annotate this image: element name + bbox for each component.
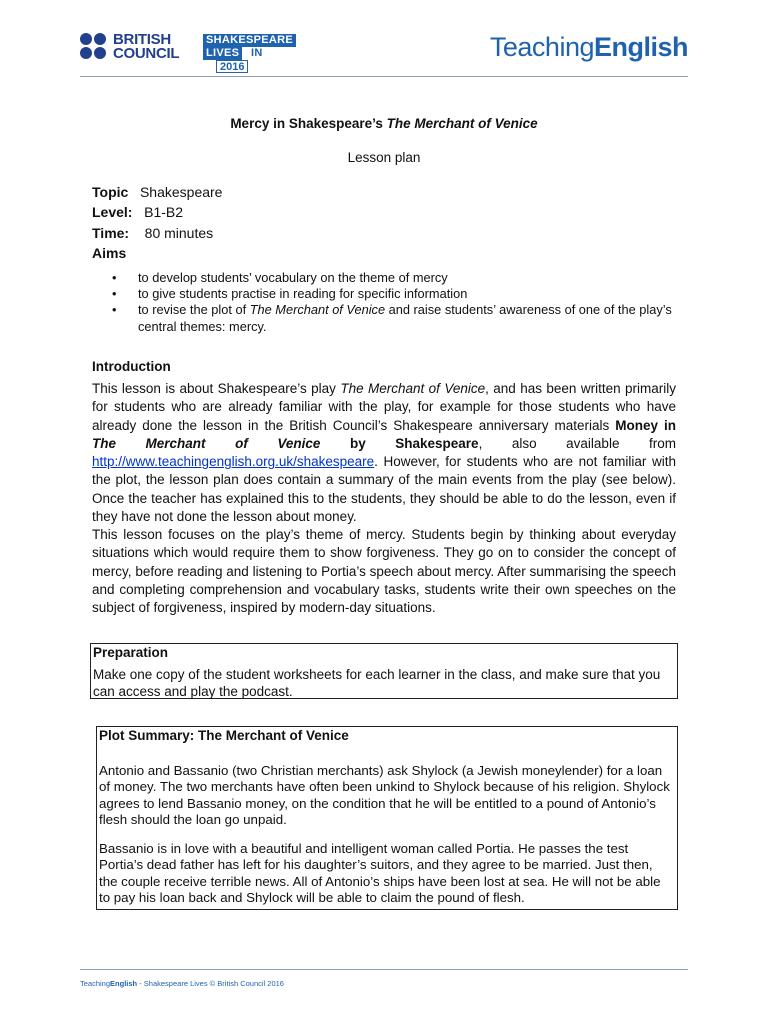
introduction-paragraph-1: This lesson is about Shakespeare’s play The Merchant of Venice, and has been written primarily for students who are already familiar with the play, for example for those students who have already done the lesson in the British Council’s Shakespeare anniversary materials Money in The Merchant of Venice by Shakespeare, also available from http://www.teachingenglish.org.uk/shakespeare. However, for students who are not familiar with the plot, the lesson plan does contain a summary of the main events from the play (see below). Once the teacher has explained this to the students, they should be able to do the lesson, even if they have not done the lesson about money. [92,381,676,525]
introduction-paragraph-2: This lesson focuses on the play’s theme of mercy. Students begin by thinking about everyday situations which would require them to show forgiveness. They go on to consider the concept of mercy, before reading and listening to Portia’s speech about mercy. After summarising the speech and completing comprehension and vocabulary tasks, students write their own speeches on the subject of forgiveness, inspired by modern-day situations. [92,527,676,616]
page-subtitle: Lesson plan [347,150,421,165]
time-row: Time: 80 minutes [92,225,214,241]
teaching-english-logo: TeachingEnglish [489,32,688,62]
list-item: • to develop students’ vocabulary on the theme of mercy [112,270,448,285]
header-rule [80,76,688,77]
plot-summary-paragraph-1: Antonio and Bassanio (two Christian merchants) ask Shylock (a Jewish moneylender) for a loan of money. The two merchants have often been unkind to Shylock because of his religion. Shylock agrees to lend Bassanio money, on the condition that he will be entitled to a pound of Antonio’s flesh should the loan go unpaid. [99,763,670,828]
page-title: Mercy in Shakespeare’s The Merchant of Venice [230,116,538,131]
preparation-heading: Preparation [93,645,169,660]
aims-heading: Aims [92,245,127,261]
list-item: • to revise the plot of The Merchant of Venice and raise students’ awareness of one of the play’s central themes: mercy. [112,302,672,334]
aims-list [112,270,692,335]
british-council-dots-icon [80,33,108,61]
plot-summary-heading: Plot Summary: The Merchant of Venice [99,728,349,743]
introduction-heading: Introduction [92,359,171,374]
footer-text: TeachingEnglish - Shakespeare Lives © British Council 2016 [80,979,284,988]
british-council-logo [80,33,190,65]
level-row: Level: B1-B2 [92,204,184,220]
preparation-text: Make one copy of the student worksheets for each learner in the class, and make sure that you can access and play the podcast. [93,667,661,699]
teachingenglish-link[interactable]: http://www.teachingenglish.org.uk/shakespeare [92,454,375,470]
footer-rule [80,969,688,970]
british-council-wordmark: BRITISH COUNCIL [113,31,180,62]
preparation-box [90,643,678,699]
list-item: • to give students practise in reading for specific information [112,286,468,302]
plot-summary-box [96,726,678,910]
plot-summary-paragraph-2: Bassanio is in love with a beautiful and intelligent woman called Portia. He passes the test Portia’s dead father has left for his daughter’s suitors, and they agree to be married. Just then, the couple receive terrible news. All of Antonio’s ships have been lost at sea. He will not be able to pay his loan back and Shylock will be able to claim the pound of flesh. [99,841,661,906]
topic-row: Topic Shakespeare [92,184,223,200]
shakespeare-lives-logo: SHAKESPEARE LIVES IN 2016 [203,34,311,74]
